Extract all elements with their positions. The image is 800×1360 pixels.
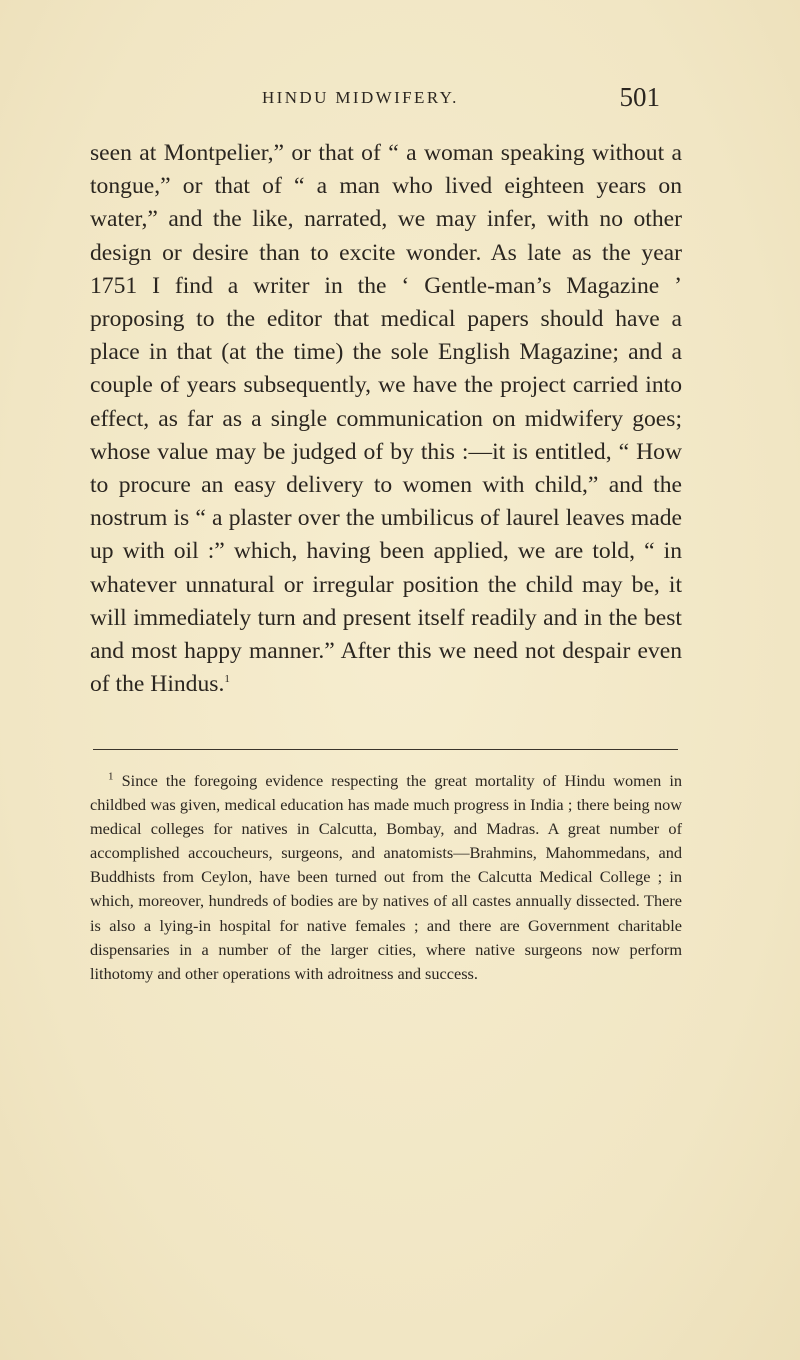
footnote-divider — [93, 749, 678, 750]
page-number: 501 — [619, 82, 660, 112]
footnote-marker: 1 — [108, 770, 114, 783]
running-title: HINDU MIDWIFERY. — [262, 88, 459, 107]
footnote — [90, 769, 682, 986]
body-paragraph-text: seen at Montpelier,” or that of “ a woman speaking without a tongue,” or that of “ a man who lived eighteen years on water,” and the like, narrated, we may infer, with no other design or desire than to excite wonder. As late as the year 1751 I find a writer in the ‘ Gentle-man’s Magazine ’ proposing to the editor that medical papers should have a place in that (at the time) the sole English Magazine; and a couple of years subsequently, we have the project carried into effect, as far as a single communication on midwifery goes; whose value may be judged of by this :—it is entitled, “ How to procure an easy delivery to women with child,” and the nostrum is “ a plaster over the umbilicus of laurel leaves made up with oil :” which, having been applied, we are told, “ in whatever unnatural or irregular position the child may be, it will immediately turn and present itself readily and in the best and most happy manner.” After this we need not despair even of the Hindus. — [90, 140, 682, 698]
footnote-text: Since the foregoing evidence respecting the great mortality of Hindu women in childbed was given, medical education has made much progress in India ; there being now medical colleges for natives in Calcutta, Bombay, and Madras. A great number of accomplished accoucheurs, surgeons, and anatomists—Brahmins, Mahommedans, and Buddhists from Ceylon, have been turned out from the Calcutta Medical College ; in which, moreover, hundreds of bodies are by natives of all castes annually dissected. There is also a lying-in hospital for native females ; and there are Government charitable dispensaries in a number of the larger cities, where native surgeons now perform lithotomy and other operations with adroitness and success. — [90, 771, 682, 983]
body-paragraph — [90, 137, 682, 701]
footnote-reference: 1 — [224, 673, 230, 686]
running-head — [230, 84, 670, 114]
